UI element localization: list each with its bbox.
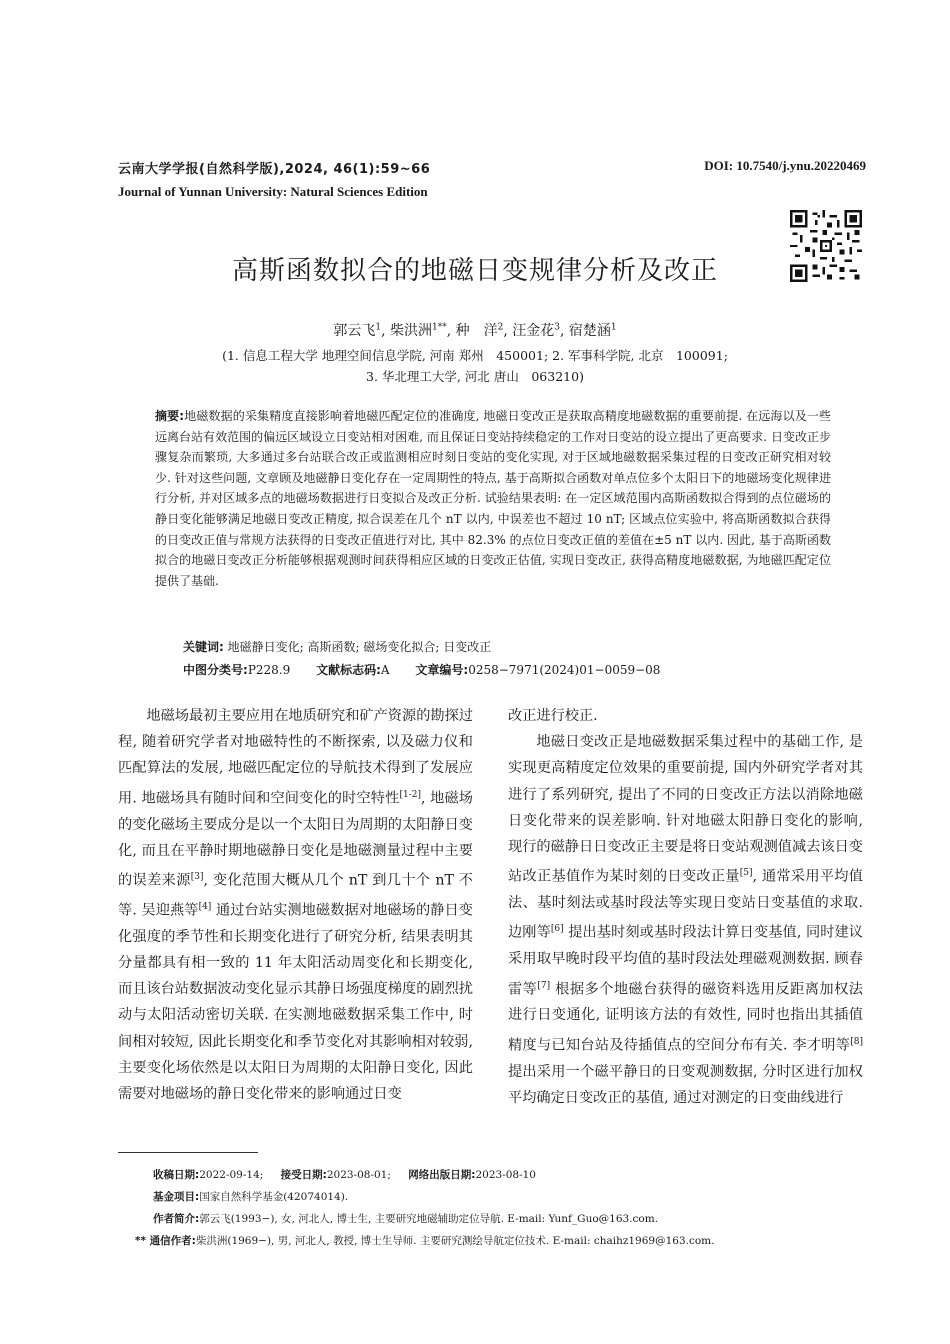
author-bio-label: 作者简介: [153,1213,200,1225]
body-text: 地磁日变改正是地磁数据采集过程中的基础工作, 是实现更高精度定位效果的重要前提, 国内外研究学者对其进行了系列研究, 提出了不同的日变改正方法以消除地磁日变化带来的误差影响. 针对地磁太阳静日变化的影响, 现行的磁静日日变改正主要是将日变站观测值减去该日变站改正基值作为某时刻的日变改正量 [508,734,863,885]
online-label: 网络出版日期: [408,1169,476,1181]
footnote-corresponding [135,1230,853,1252]
author-name: 汪金花 [512,323,555,339]
author-name: 宿楚涵 [568,323,611,339]
clc-label: 中图分类号: [183,663,248,677]
accepted-date: 2023-08-01; [326,1169,391,1181]
author-list: 郭云飞$^1$, 柴洪洲$^{1**}$, 种 洋$^2$, 汪金花$^3$, 宿楚涵$^1$ [333,322,617,339]
keywords-text: 地磁静日变化; 高斯函数; 磁场变化拟合; 日变改正 [227,640,492,654]
citation-ref[interactable]: [1-2] [399,789,421,800]
corr-text: 柴洪洲(1969−), 男, 河北人, 教授, 博士生导师. 主要研究测绘导航定位技术. E-mail: chaihz1969@163.com. [195,1235,715,1247]
body-paragraph [508,703,863,729]
body-text: 改正进行校正. [508,708,598,724]
journal-citation-cn: 云南大学学报(自然科学版),2024, 46(1):59~66 [118,162,431,177]
abstract [155,406,831,591]
body-paragraph [508,729,863,1111]
doi: DOI: 10.7540/j.ynu.20220469 [704,158,866,173]
footnotes [135,1164,853,1252]
footnote-divider [118,1152,258,1153]
citation-ref[interactable]: [8] [850,1036,863,1047]
body-text: , 通常采用平均值法、基时刻法或基时段法等实现日变站日变基值的求取. 边刚等 [508,868,863,942]
body-text: 提出采用一个磁平静日的日变观测数据, 分时区进行加权平均确定日变改正的基值, 通过对测定的日变曲线进行 [508,1063,863,1106]
abstract-label: 摘要: [155,409,185,423]
classification-line [183,661,682,678]
author-affil-mark: 2 [497,322,504,333]
abstract-text: 地磁数据的采集精度直接影响着地磁匹配定位的准确度, 地磁日变改正是获取高精度地磁数据的重要前提. 在远海以及一些远离台站有效范围的偏远区域设立日变站相对困难, 而且保证日变站持续稳定的工作对日变站的设立提出了更高要求. 日变改正步骤复杂而繁琐, 大多通过多台站联合改正或监测相应时刻日变站的变化实现, 对于区域地磁数据采集过程的日变改正研究相对较少. 针对这些问题, 文章顾及地磁静日变化存在一定周期性的特点, 基于高斯拟合函数对单点位多个太阳日下的地磁场变化规律进行分析, 并对区域多点的地磁场数据进行日变拟合及改正分析. 试验结果表明: 在一定区域范围内高斯函数拟合得到的点位磁场的静日变化能够满足地磁日变改正精度, 拟合误差在几个 nT 以内, 中误差也不超过 10 nT; 区域点位实验中, 将高斯函数拟合获得的日变改正值与常规方法获得的日变改正值进行对比, 其中 82.3% 的点位日变改正值的差值在±5 nT 以内. 因此, 基于高斯函数拟合的地磁日变改正分析能够根据观测时间获得相应区域的日变改正估值, 实现日变改正, 获得高精度地磁数据, 为地磁匹配定位提供了基础. [155,409,831,588]
body-paragraph [118,703,473,1107]
article-number: 0258−7971(2024)01−0059−08 [468,663,661,677]
keywords-label: 关键词: [183,640,224,654]
journal-name-en: Journal of Yunnan University: Natural Sciences Edition [118,184,428,199]
paper-title: 高斯函数拟合的地磁日变规律分析及改正 [231,256,718,286]
received-label: 收稿日期: [153,1169,200,1181]
fund-label: 基金项目: [153,1191,200,1203]
body-column-left [118,703,473,1107]
author-name: 种 洋 [455,323,498,339]
citation-ref[interactable]: [6] [550,924,564,935]
author-affil-mark: 3 [554,322,560,333]
affiliation-line: (1. 信息工程大学 地理空间信息学院, 河南 郑州 450001; 2. 军事科学院, 北京 100091; [222,348,728,363]
footnote-dates [153,1164,853,1186]
body-text: 通过台站实测地磁数据对地磁场的静日变化强度的季节性和长期变化进行了研究分析, 结果表明其分量都具有相一致的 11 年太阳活动周变化和长期变化, 而且该台站数据波动变化显示其静日场强度梯度的剧烈扰动与太阳活动密切关联. 在实测地磁数据采集工作中, 时间相对较短, 因此长期变化和季节变化对其影响相对较弱, 主要变化场依然是以太阳日为周期的太阳静日变化, 因此需要对地磁场的静日变化带来的影响通过日变 [118,902,473,1103]
doc-code-label: 文献标志码: [316,663,381,677]
body-column-right [508,703,863,1111]
author-affil-mark: 1 [610,322,617,333]
author-name: 柴洪洲 [389,323,432,339]
body-text: 根据多个地磁台获得的磁资料选用反距离加权法进行日变通化, 证明该方法的有效性, 同时也指出其插值精度与已知台站及待插值点的空间分布有关. 李才明等 [508,981,863,1054]
affiliation-line: 3. 华北理工大学, 河北 唐山 063210) [366,369,584,384]
corr-marker: ** [135,1235,150,1247]
affiliations [180,345,770,387]
clc-number: P228.9 [247,663,291,677]
author-bio-text: 郭云飞(1993−), 女, 河北人, 博士生, 主要研究地磁辅助定位导航. E-mail: Yunf_Guo@163.com. [199,1213,659,1225]
author-affil-mark: 1 [375,322,382,333]
citation-ref[interactable]: [5] [739,868,753,879]
author-name: 郭云飞 [333,323,376,339]
author-affil-mark: 1** [431,322,447,333]
footnote-fund [153,1186,853,1208]
article-number-label: 文章编号: [415,663,469,677]
received-date: 2022-09-14; [199,1169,264,1181]
citation-ref[interactable]: [4] [198,901,212,912]
body-text: , 变化范围大概从几个 nT 到几十个 nT 不等. 吴迎燕等 [118,872,473,919]
citation-ref[interactable]: [7] [537,980,551,991]
body-text: , 地磁场的变化磁场主要成分是以一个太阳日为周期的太阳静日变化, 而且在平静时期地磁静日变化是地磁测量过程中主要的误差来源 [118,790,473,889]
fund-text: 国家自然科学基金(42074014). [199,1191,349,1203]
body-text: 地磁场最初主要应用在地质研究和矿产资源的勘探过程, 随着研究学者对地磁特性的不断探索, 以及磁力仪和匹配算法的发展, 地磁匹配定位的导航技术得到了发展应用. 地磁场具有随时间和空间变化的时空特性 [118,708,473,807]
citation-ref[interactable]: [3] [190,871,204,882]
body-text: 提出基时刻或基时段法计算日变基值, 同时建议采用取早晚时段平均值的基时段法处理磁观测数据. 顾春雷等 [508,925,863,998]
accepted-label: 接受日期: [280,1169,327,1181]
doc-code: A [380,663,390,677]
footnote-author [153,1208,853,1230]
keywords [183,638,491,655]
online-date: 2023-08-10 [475,1169,536,1181]
corr-label: 通信作者: [149,1235,196,1247]
